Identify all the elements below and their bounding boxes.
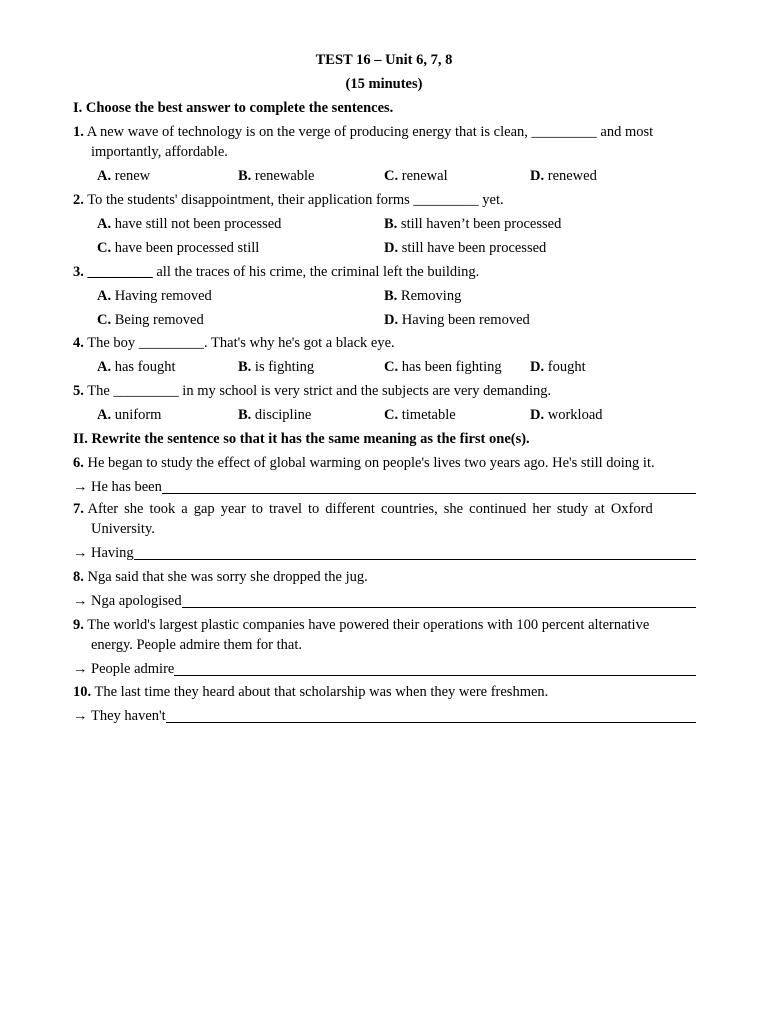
question-text: The _________ in my school is very strict and the subjects are very demanding. [87, 383, 552, 399]
option-5b[interactable]: B. discipline [238, 407, 312, 423]
question-number: 4. [73, 335, 84, 351]
question-4 [73, 333, 695, 353]
section2-heading: II. Rewrite the sentence so that it has the same meaning as the first one(s). [73, 431, 530, 447]
option-1c[interactable]: C. renewal [384, 168, 448, 184]
answer-prompt: Nga apologised [91, 593, 182, 609]
question-9 [73, 615, 695, 635]
answer-line-10[interactable] [73, 706, 696, 726]
test-title: TEST 16 – Unit 6, 7, 8 [315, 52, 453, 68]
option-1d[interactable]: D. renewed [530, 168, 597, 184]
arrow-icon: → [73, 545, 88, 561]
answer-blank[interactable] [182, 592, 696, 608]
question-text: Nga said that she was sorry she dropped the jug. [87, 569, 368, 585]
option-1a[interactable]: A. renew [97, 168, 151, 184]
question-text: The world's largest plastic companies have powered their operations with 100 percent alternative [87, 617, 650, 633]
question-1-cont: importantly, affordable. [91, 144, 228, 160]
answer-blank[interactable] [134, 544, 696, 560]
question-text: The boy _________. That's why he's got a black eye. [87, 335, 395, 351]
option-4c[interactable]: C. has been fighting [384, 359, 502, 375]
question-number: 7. [73, 501, 84, 517]
answer-line-9[interactable] [73, 659, 696, 679]
option-3d[interactable]: D. Having been removed [384, 312, 530, 328]
option-5a[interactable]: A. uniform [97, 407, 162, 423]
answer-prompt: People admire [91, 661, 175, 677]
option-3b[interactable]: B. Removing [384, 288, 462, 304]
option-2b[interactable]: B. still haven’t been processed [384, 216, 562, 232]
answer-blank[interactable] [174, 660, 696, 676]
question-number: 8. [73, 569, 84, 585]
option-2c[interactable]: C. have been processed still [97, 240, 260, 256]
answer-blank[interactable] [166, 707, 696, 723]
question-text: all the traces of his crime, the criminal left the building. [156, 264, 480, 280]
question-6 [73, 453, 695, 473]
arrow-icon: → [73, 593, 88, 609]
arrow-icon: → [73, 661, 88, 677]
question-blank: _________ [87, 264, 153, 280]
question-text: To the students' disappointment, their application forms _________ yet. [87, 192, 504, 208]
question-number: 6. [73, 455, 84, 471]
question-8 [73, 567, 695, 587]
question-7-cont: University. [91, 521, 155, 537]
arrow-icon: → [73, 708, 88, 724]
question-1 [73, 122, 695, 142]
question-text: He began to study the effect of global warming on people's lives two years ago. He's still doing it. [87, 455, 655, 471]
question-number: 9. [73, 617, 84, 633]
answer-line-7[interactable] [73, 543, 696, 563]
option-4d[interactable]: D. fought [530, 359, 586, 375]
answer-blank[interactable] [162, 478, 696, 494]
question-number: 3. [73, 264, 84, 280]
question-5 [73, 381, 695, 401]
question-number: 1. [73, 124, 84, 140]
option-2d[interactable]: D. still have been processed [384, 240, 547, 256]
option-5d[interactable]: D. workload [530, 407, 603, 423]
option-2a[interactable]: A. have still not been processed [97, 216, 282, 232]
option-4b[interactable]: B. is fighting [238, 359, 315, 375]
question-number: 10. [73, 684, 92, 700]
question-10 [73, 682, 695, 702]
question-text: A new wave of technology is on the verge of producing energy that is clean, _________ and most [86, 124, 654, 140]
option-4a[interactable]: A. has fought [97, 359, 176, 375]
option-1b[interactable]: B. renewable [238, 168, 315, 184]
question-9-cont: energy. People admire them for that. [91, 637, 302, 653]
option-5c[interactable]: C. timetable [384, 407, 456, 423]
answer-prompt: They haven't [91, 708, 166, 724]
question-7 [73, 499, 695, 519]
question-3 [73, 262, 695, 282]
option-3c[interactable]: C. Being removed [97, 312, 204, 328]
question-number: 2. [73, 192, 84, 208]
option-3a[interactable]: A. Having removed [97, 288, 212, 304]
question-text: The last time they heard about that scholarship was when they were freshmen. [94, 684, 549, 700]
answer-prompt: He has been [91, 479, 162, 495]
question-number: 5. [73, 383, 84, 399]
answer-line-6[interactable] [73, 477, 696, 497]
test-duration: (15 minutes) [345, 76, 423, 92]
question-2 [73, 190, 695, 210]
arrow-icon: → [73, 479, 88, 495]
question-text: After she took a gap year to travel to different countries, she continued her study at Oxford [87, 501, 653, 517]
answer-line-8[interactable] [73, 591, 696, 611]
answer-prompt: Having [91, 545, 134, 561]
section1-heading: I. Choose the best answer to complete the sentences. [73, 100, 394, 116]
